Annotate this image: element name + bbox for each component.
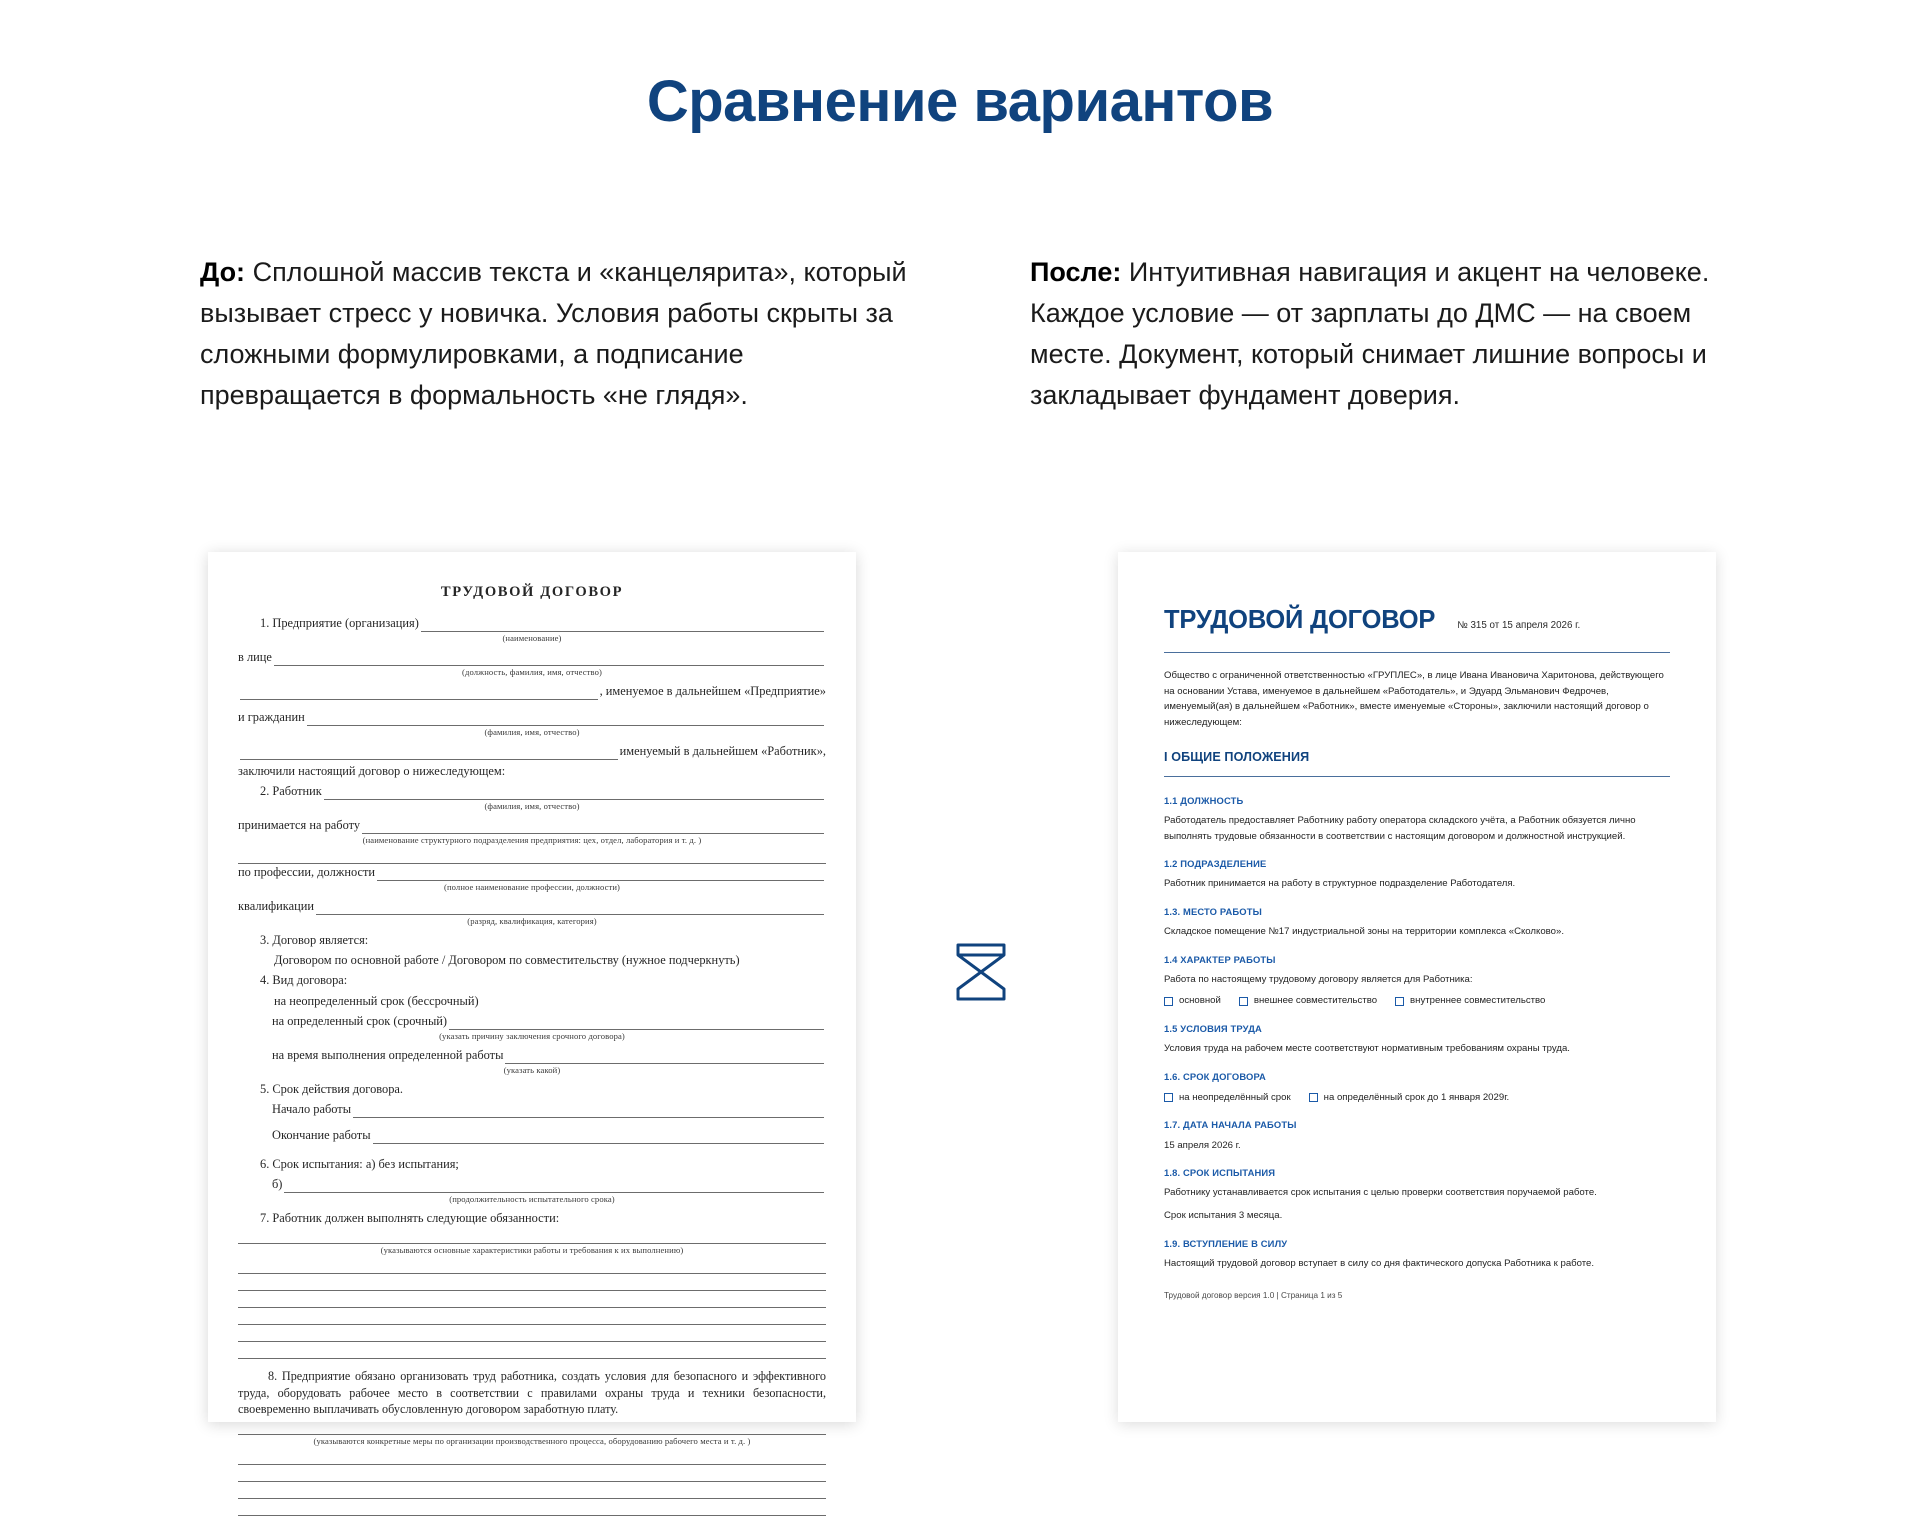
work-type-options [1164,993,1670,1009]
old-rule [505,1053,824,1064]
old-document-title: ТРУДОВОЙ ДОГОВОР [440,584,624,600]
checkbox-icon[interactable] [1395,997,1404,1006]
checkbox-option-fixed-term[interactable] [1309,1090,1510,1106]
old-label-representative: в лице [238,650,272,665]
old-label-profession: по профессии, должности [238,865,375,880]
hourglass-icon [946,937,1016,1007]
old-rule [377,870,824,881]
old-text-enterprise-tail: , именуемое в дальнейшем «Предприятие» [599,684,826,699]
old-paragraph-8: 8. Предприятие обязано организовать труд работника, создать условия для безопасного и эффективного труда, оборудовать рабочее место в соответствии с правилами охраны труда и техники безопасности, своевременно выплачивать обусловленную договором заработную плату. [238,1368,826,1417]
clause-body: Работнику устанавливается срок испытания с целью проверки соответствия поручаемой работе. [1164,1187,1597,1199]
contract-term-options [1164,1090,1670,1106]
old-field-qualification [238,898,826,915]
clause-heading: 1.7. ДАТА НАЧАЛА РАБОТЫ [1164,1119,1297,1131]
checkbox-icon[interactable] [1164,1093,1173,1102]
clause-body: Настоящий трудовой договор вступает в силу со дня фактического допуска Работника к работе. [1164,1257,1595,1269]
old-spacer [238,700,826,709]
old-field-enterprise [238,615,826,632]
clause-heading: 1.6. СРОК ДОГОВОРА [1164,1070,1266,1082]
old-caption-subdivision: (наименование структурного подразделения предприятия: цех, отдел, лаборатория и т. д. ) [362,835,702,846]
clause-body: Работник принимается на работу в структурное подразделение Работодателя. [1164,878,1516,890]
page-title: Сравнение вариантов [646,69,1274,134]
old-rule [238,1452,826,1465]
checkbox-label: на определённый срок до 1 января 2029г. [1323,1091,1510,1103]
old-rule [324,789,824,800]
new-document-footer: Трудовой договор версия 1.0 | Страница 1 из 5 [1164,1291,1343,1301]
old-rule [274,655,824,666]
old-text-term-of-contract: 5. Срок действия договора. [260,1081,404,1096]
old-rule [240,749,618,760]
old-spacer [238,1144,826,1153]
clause-heading: 1.2 ПОДРАЗДЕЛЕНИЕ [1164,858,1267,870]
old-field-enterprise-tail [238,683,826,700]
old-field-worker-tail [238,743,826,760]
checkbox-icon[interactable] [1309,1093,1318,1102]
old-caption-profession: (полное наименование профессии, должности) [443,882,620,893]
old-rule [238,1503,826,1516]
old-rule [238,851,826,864]
old-text-worker-tail: именуемый в дальнейшем «Работник», [619,744,826,759]
documents-comparison [0,552,1920,1446]
old-field-task-duration [238,1047,826,1064]
checkbox-label: внешнее совместительство [1253,995,1378,1007]
old-caption-fio: (фамилия, имя, отчество) [484,727,580,738]
clause-1-1 [1164,793,1670,844]
old-label-start-date: Начало работы [272,1101,352,1116]
old-rule [353,1107,824,1118]
clause-body: Складское помещение №17 индустриальной зоны на территории комплекса «Сколково». [1164,926,1564,938]
old-rule [238,1329,826,1342]
section-heading-general: I ОБЩИЕ ПОЛОЖЕНИЯ [1164,750,1310,765]
old-field-probation-b [238,1176,826,1193]
old-rule [238,1261,826,1274]
old-document-page [208,552,856,1446]
old-rule [238,1312,826,1325]
old-rule [238,1486,826,1499]
old-label-end-date: Окончание работы [272,1127,371,1142]
clause-1-5 [1164,1021,1670,1057]
old-rule [362,823,824,834]
new-document-title: ТРУДОВОЙ ДОГОВОР [1164,606,1436,634]
old-caption-which-task: (указать какой) [503,1064,561,1075]
clause-body: Работодатель предоставляет Работнику работу оператора складского учёта, а Работник обязуется лично выполнять трудовые обязанности в соответствии с настоящим договором и должностной инструкцией. [1164,815,1636,842]
old-spacer [238,1118,826,1127]
old-text-probation: 6. Срок испытания: а) без испытания; [260,1156,459,1171]
old-rule [449,1019,824,1030]
old-caption-name: (наименование) [502,633,562,644]
old-rule [421,621,824,632]
old-rule [240,689,598,700]
old-caption-probation-length: (продолжительность испытательного срока) [449,1194,615,1205]
old-text-contract-type: 4. Вид договора: [260,973,348,988]
old-caption-fixed-term-reason: (указать причину заключения срочного договора) [439,1030,625,1041]
clause-1-3 [1164,904,1670,940]
old-field-end-date [238,1127,826,1144]
clause-heading: 1.3. МЕСТО РАБОТЫ [1164,905,1262,917]
old-caption-duties: (указываются основные характеристики работы и требования к их выполнению) [380,1245,684,1256]
new-document-page [1118,552,1716,1422]
old-caption-measures: (указываются конкретные меры по организации производственного процесса, оборудованию рабочего места и т. д. ) [313,1435,751,1446]
intro-column-after [1030,252,1740,416]
clause-1-8 [1164,1165,1670,1223]
old-field-start-date [238,1101,826,1118]
clause-body: 15 апреля 2026 г. [1164,1139,1241,1151]
old-text-duties: 7. Работник должен выполнять следующие обязанности: [260,1211,560,1226]
old-field-hired-to [238,817,826,834]
old-rule [238,1469,826,1482]
header-divider [1164,652,1670,653]
before-label: До: [200,257,246,287]
checkbox-option-primary[interactable] [1164,993,1221,1009]
clause-heading: 1.5 УСЛОВИЯ ТРУДА [1164,1022,1262,1034]
old-field-worker [238,783,826,800]
old-rule [373,1133,824,1144]
clause-1-6 [1164,1069,1670,1106]
old-caption-position: (должность, фамилия, имя, отчество) [462,667,602,678]
old-label-enterprise: 1. Предприятие (организация) [260,616,419,631]
old-label-hired-to: принимается на работу [238,818,361,833]
old-caption-qualification: (разряд, квалификация, категория) [467,916,597,927]
old-rule [238,1346,826,1359]
checkbox-label: на неопределённый срок [1179,1091,1291,1103]
old-field-citizen [238,709,826,726]
old-field-profession [238,864,826,881]
new-document-number: № 315 от 15 апреля 2026 г. [1457,620,1581,631]
old-rule [238,1295,826,1308]
old-label-worker: 2. Работник [260,784,322,799]
section-divider [1164,776,1670,777]
old-rule [238,1278,826,1291]
clause-1-4 [1164,952,1670,1009]
clause-body: Условия труда на рабочем месте соответствуют нормативным требованиям охраны труда. [1164,1043,1570,1055]
old-rule [284,1182,824,1193]
before-text: Сплошной массив текста и «канцелярита», который вызывает стресс у новичка. Условия работы скрыты за сложными формулировками, а подписание превращается в формальность «не глядя». [200,257,907,411]
clause-heading: 1.9. ВСТУПЛЕНИЕ В СИЛУ [1164,1237,1288,1249]
old-rule [316,904,824,915]
old-text-contract-kind: Договором по основной работе / Договором по совместительству (нужное подчеркнуть) [274,953,740,968]
checkbox-icon[interactable] [1239,997,1248,1006]
new-document-intro: Общество с ограниченной ответственностью «ГРУПЛЕС», в лице Ивана Ивановича Харитонова, действующего на основании Устава, именуемое в дальнейшем «Работодатель», и Эдуард Эльманович Федрочев, именуемый(ая) в дальнейшем «Работник», вместе именуемые «Стороны», заключили настоящий договор о нижеследующем: [1164,670,1664,728]
clause-body: Работа по настоящему трудовому договору является для Работника: [1164,973,1473,985]
after-text: Интуитивная навигация и акцент на человеке. Каждое условие — от зарплаты до ДМС — на своем месте. Документ, который снимает лишние вопросы и закладывает фундамент доверия. [1030,257,1710,411]
old-rule [238,1231,826,1244]
old-rule [238,1422,826,1435]
old-field-representative [238,649,826,666]
checkbox-icon[interactable] [1164,997,1173,1006]
clause-heading: 1.1 ДОЛЖНОСТЬ [1164,794,1244,806]
checkbox-option-indefinite[interactable] [1164,1090,1291,1106]
new-document-header [1164,600,1670,641]
clause-heading: 1.4 ХАРАКТЕР РАБОТЫ [1164,953,1276,965]
clause-1-9 [1164,1236,1670,1272]
after-label: После: [1030,257,1122,287]
old-text-indefinite: на неопределенный срок (бессрочный) [274,993,479,1008]
checkbox-option-external[interactable] [1239,993,1377,1009]
old-text-concluded: заключили настоящий договор о нижеследующем: [238,764,506,779]
old-label-probation-b: б) [272,1177,283,1192]
clause-body-secondary: Срок испытания 3 месяца. [1164,1210,1283,1221]
old-rule [307,715,824,726]
checkbox-label: внутреннее совместительство [1410,995,1546,1007]
old-label-qualification: квалификации [238,899,315,914]
clause-1-7 [1164,1117,1670,1153]
intro-section [200,252,1740,416]
old-label-citizen: и гражданин [238,710,305,725]
clause-heading: 1.8. СРОК ИСПЫТАНИЯ [1164,1167,1276,1179]
intro-column-before [200,252,910,416]
old-label-fixed-term: на определенный срок (срочный) [272,1013,448,1028]
old-field-fixed-term [238,1013,826,1030]
old-text-contract-is: 3. Договор является: [260,933,369,948]
old-caption-fio2: (фамилия, имя, отчество) [484,801,580,812]
clause-1-2 [1164,856,1670,892]
checkbox-label: основной [1179,995,1221,1007]
checkbox-option-internal[interactable] [1395,993,1545,1009]
old-label-task-duration: на время выполнения определенной работы [272,1047,504,1062]
